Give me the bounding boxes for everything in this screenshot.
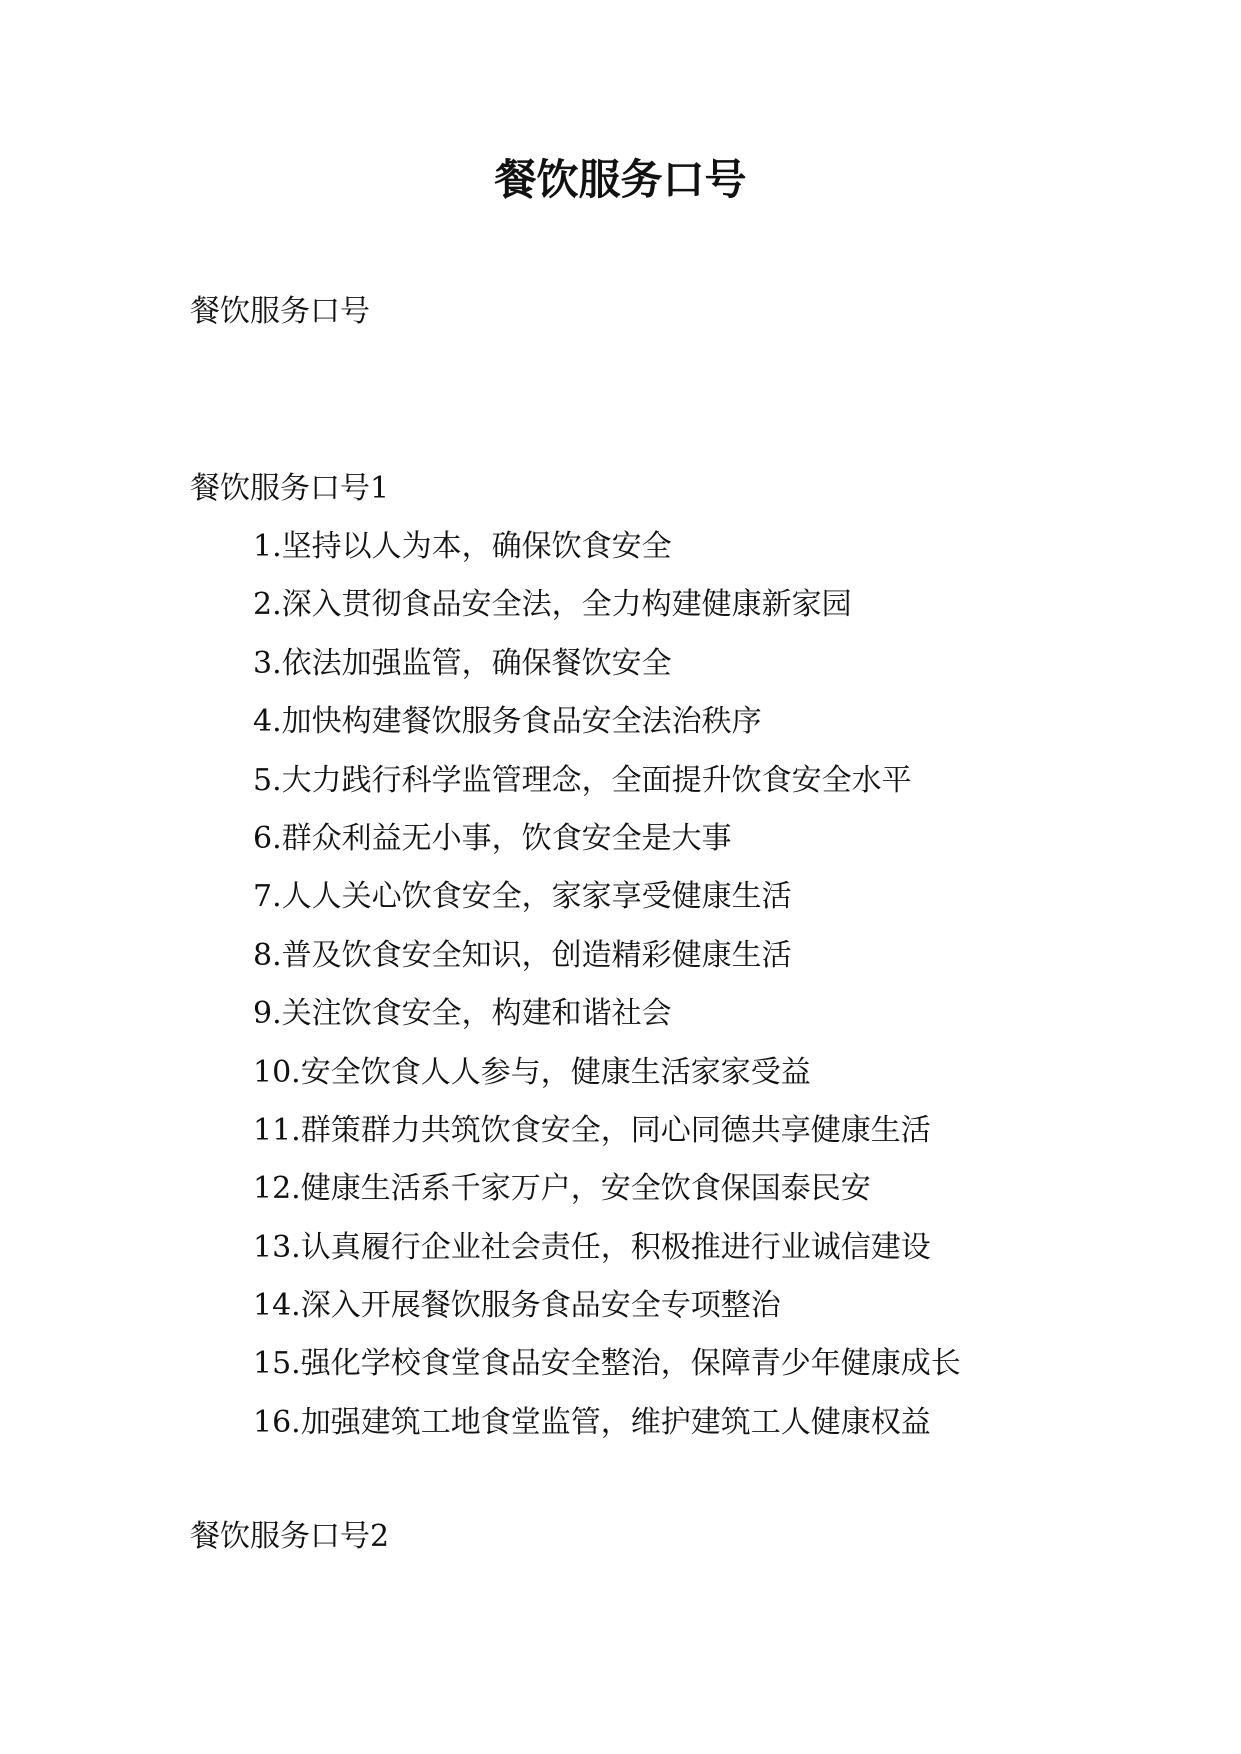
slogan-item: 16.加强建筑工地食堂监管，维护建筑工人健康权益 (253, 1404, 931, 1440)
slogan-item: 9.关注饮食安全，构建和谐社会 (253, 996, 672, 1032)
slogan-item: 11.群策群力共筑饮食安全，同心同德共享健康生活 (253, 1112, 931, 1148)
slogan-item: 13.认真履行企业社会责任，积极推进行业诚信建设 (253, 1229, 931, 1265)
slogan-item: 8.普及饮食安全知识，创造精彩健康生活 (253, 937, 792, 973)
slogan-item: 7.人人关心饮食安全，家家享受健康生活 (253, 879, 792, 915)
section-heading-1: 餐饮服务口号1 (190, 471, 390, 506)
slogan-item: 4.加快构建餐饮服务食品安全法治秩序 (253, 704, 762, 740)
slogan-item: 5.大力践行科学监管理念，全面提升饮食安全水平 (253, 762, 912, 798)
section-heading-2: 餐饮服务口号2 (190, 1519, 390, 1554)
document-title: 餐饮服务口号 (494, 155, 747, 204)
slogan-item: 2.深入贯彻食品安全法，全力构建健康新家园 (253, 587, 852, 623)
slogan-item: 12.健康生活系千家万户，安全饮食保国泰民安 (253, 1171, 871, 1207)
slogan-item: 1.坚持以人为本，确保饮食安全 (253, 529, 672, 564)
slogan-list (253, 525, 961, 1459)
slogan-item: 10.安全饮食人人参与，健康生活家家受益 (253, 1054, 811, 1090)
slogan-item: 3.依法加强监管，确保餐饮安全 (253, 645, 672, 681)
slogan-item: 15.强化学校食堂食品安全整治，保障青少年健康成长 (253, 1346, 961, 1382)
slogan-item: 14.深入开展餐饮服务食品安全专项整治 (253, 1288, 781, 1324)
document-subtitle: 餐饮服务口号 (190, 294, 370, 329)
slogan-item: 6.群众利益无小事，饮食安全是大事 (253, 820, 732, 856)
